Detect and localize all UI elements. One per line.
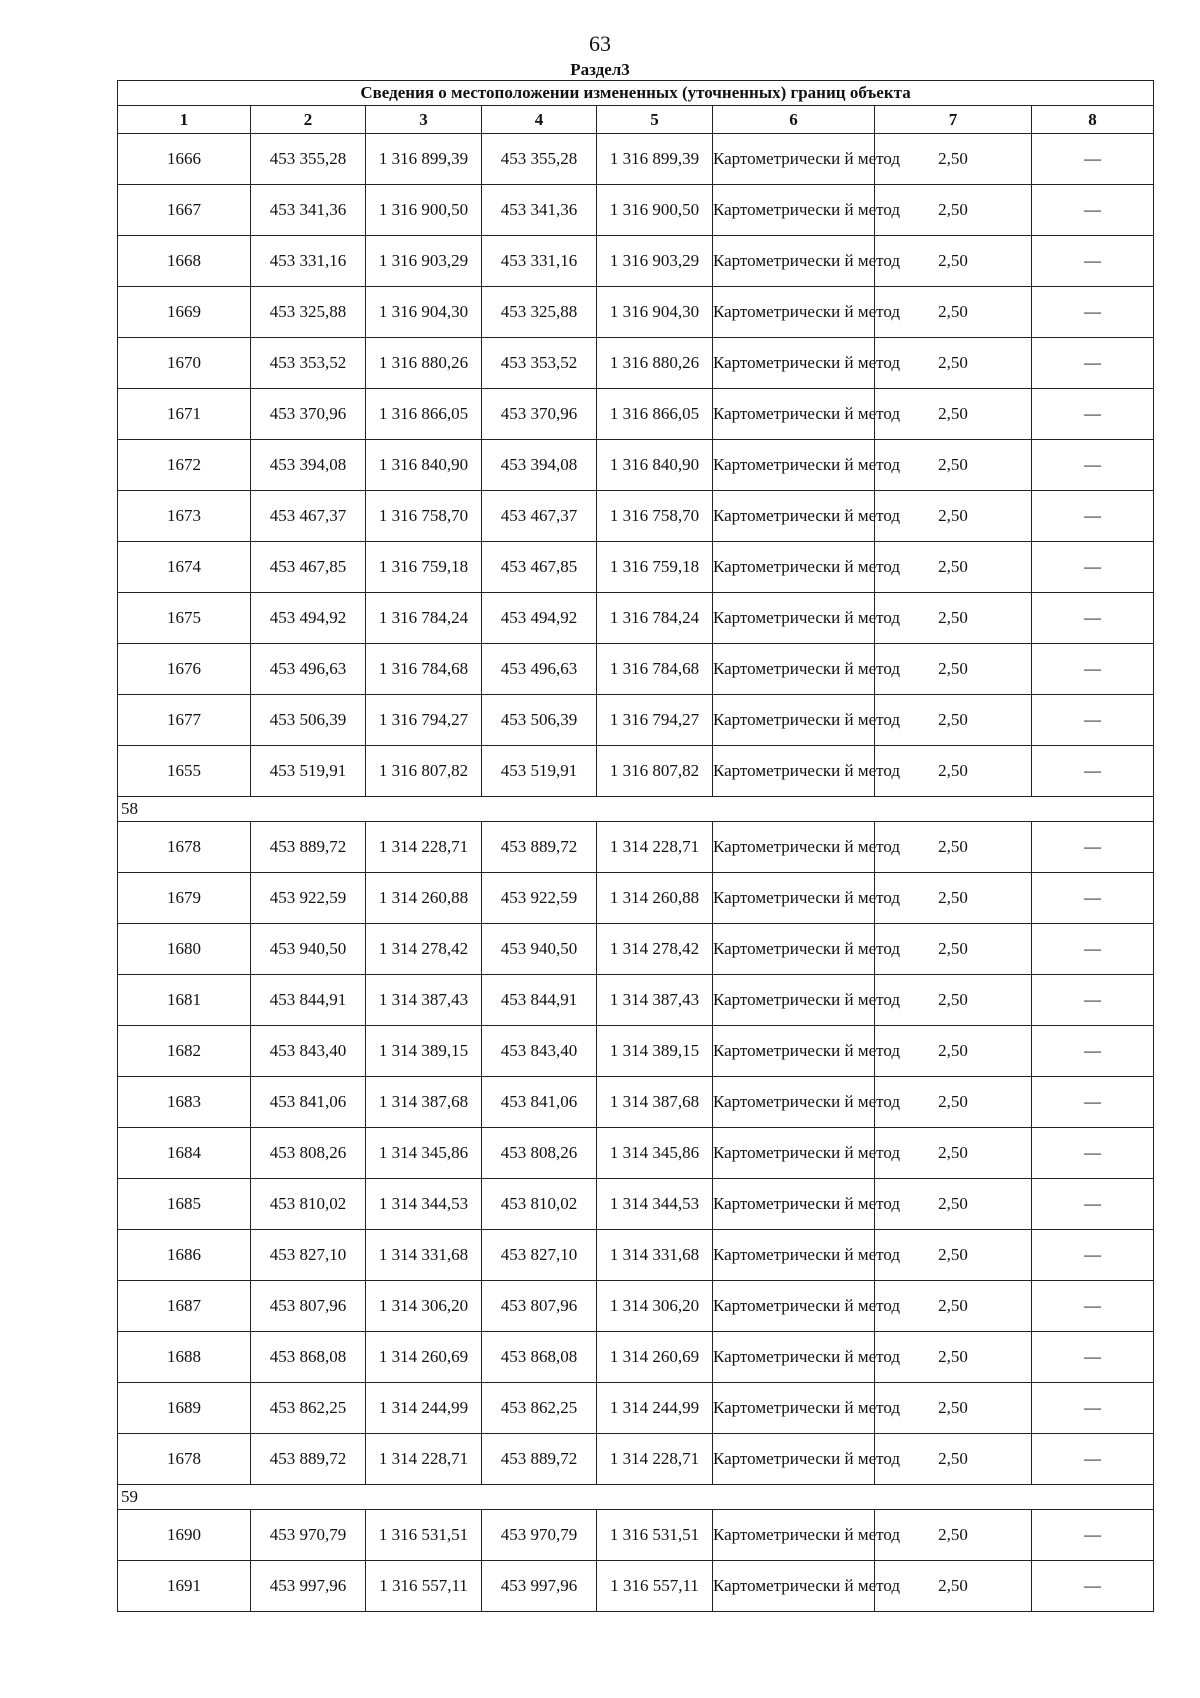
x-new-cell: 453 494,92: [482, 593, 597, 644]
table-row: [118, 644, 1154, 695]
point-number-cell: 1689: [118, 1383, 251, 1434]
description-cell: —: [1032, 1230, 1154, 1281]
y-old-cell: 1 316 557,11: [366, 1561, 482, 1612]
x-old-cell: 453 827,10: [251, 1230, 366, 1281]
y-old-cell: 1 316 784,68: [366, 644, 482, 695]
x-old-cell: 453 325,88: [251, 287, 366, 338]
method-cell: Картометрически й метод: [713, 746, 875, 797]
x-new-cell: 453 341,36: [482, 185, 597, 236]
section-title: Раздел3: [570, 60, 630, 79]
x-old-cell: 453 494,92: [251, 593, 366, 644]
method-cell: Картометрически й метод: [713, 644, 875, 695]
column-number: 5: [597, 106, 713, 134]
point-number-cell: 1690: [118, 1510, 251, 1561]
accuracy-cell: 2,50: [875, 1281, 1032, 1332]
x-old-cell: 453 467,85: [251, 542, 366, 593]
method-cell: Картометрически й метод: [713, 338, 875, 389]
x-old-cell: 453 394,08: [251, 440, 366, 491]
point-number-cell: 1677: [118, 695, 251, 746]
method-cell: Картометрически й метод: [713, 491, 875, 542]
y-old-cell: 1 314 344,53: [366, 1179, 482, 1230]
y-new-cell: 1 316 758,70: [597, 491, 713, 542]
x-new-cell: 453 467,85: [482, 542, 597, 593]
y-new-cell: 1 316 866,05: [597, 389, 713, 440]
description-cell: —: [1032, 1510, 1154, 1561]
description-cell: —: [1032, 822, 1154, 873]
table-body: [118, 134, 1154, 1612]
method-cell: Картометрически й метод: [713, 1230, 875, 1281]
y-new-cell: 1 316 794,27: [597, 695, 713, 746]
table-row: [118, 746, 1154, 797]
x-old-cell: 453 889,72: [251, 1434, 366, 1485]
y-new-cell: 1 314 344,53: [597, 1179, 713, 1230]
accuracy-cell: 2,50: [875, 822, 1032, 873]
y-new-cell: 1 314 387,43: [597, 975, 713, 1026]
y-new-cell: 1 314 278,42: [597, 924, 713, 975]
table-row: [118, 440, 1154, 491]
description-cell: —: [1032, 338, 1154, 389]
contour-group-row: [118, 1485, 1154, 1510]
table-row: [118, 491, 1154, 542]
y-old-cell: 1 316 899,39: [366, 134, 482, 185]
description-cell: —: [1032, 440, 1154, 491]
x-new-cell: 453 325,88: [482, 287, 597, 338]
x-new-cell: 453 841,06: [482, 1077, 597, 1128]
y-old-cell: 1 316 900,50: [366, 185, 482, 236]
accuracy-cell: 2,50: [875, 1128, 1032, 1179]
y-new-cell: 1 314 260,69: [597, 1332, 713, 1383]
method-cell: Картометрически й метод: [713, 1026, 875, 1077]
x-old-cell: 453 970,79: [251, 1510, 366, 1561]
description-cell: —: [1032, 542, 1154, 593]
method-cell: Картометрически й метод: [713, 924, 875, 975]
method-cell: Картометрически й метод: [713, 287, 875, 338]
x-new-cell: 453 519,91: [482, 746, 597, 797]
y-new-cell: 1 314 389,15: [597, 1026, 713, 1077]
description-cell: —: [1032, 134, 1154, 185]
method-cell: Картометрически й метод: [713, 1510, 875, 1561]
table-row: [118, 1281, 1154, 1332]
y-new-cell: 1 316 903,29: [597, 236, 713, 287]
x-new-cell: 453 922,59: [482, 873, 597, 924]
y-new-cell: 1 316 807,82: [597, 746, 713, 797]
description-cell: —: [1032, 1281, 1154, 1332]
table-row: [118, 1561, 1154, 1612]
table-row: [118, 338, 1154, 389]
point-number-cell: 1681: [118, 975, 251, 1026]
x-new-cell: 453 370,96: [482, 389, 597, 440]
y-new-cell: 1 314 387,68: [597, 1077, 713, 1128]
table-row: [118, 873, 1154, 924]
x-new-cell: 453 970,79: [482, 1510, 597, 1561]
description-cell: —: [1032, 746, 1154, 797]
table-row: [118, 924, 1154, 975]
description-cell: —: [1032, 1077, 1154, 1128]
y-new-cell: 1 314 228,71: [597, 822, 713, 873]
accuracy-cell: 2,50: [875, 440, 1032, 491]
description-cell: —: [1032, 1561, 1154, 1612]
accuracy-cell: 2,50: [875, 1561, 1032, 1612]
table-row: [118, 975, 1154, 1026]
y-old-cell: 1 316 904,30: [366, 287, 482, 338]
column-number: 6: [713, 106, 875, 134]
accuracy-cell: 2,50: [875, 185, 1032, 236]
method-cell: Картометрически й метод: [713, 1179, 875, 1230]
y-old-cell: 1 314 228,71: [366, 1434, 482, 1485]
y-new-cell: 1 314 306,20: [597, 1281, 713, 1332]
table-row: [118, 236, 1154, 287]
contour-number: 59: [118, 1485, 1154, 1510]
accuracy-cell: 2,50: [875, 1434, 1032, 1485]
column-number: 8: [1032, 106, 1154, 134]
x-old-cell: 453 868,08: [251, 1332, 366, 1383]
table-caption-row: [118, 81, 1154, 106]
method-cell: Картометрически й метод: [713, 134, 875, 185]
table-row: [118, 1510, 1154, 1561]
x-new-cell: 453 394,08: [482, 440, 597, 491]
y-new-cell: 1 316 900,50: [597, 185, 713, 236]
y-new-cell: 1 314 345,86: [597, 1128, 713, 1179]
y-old-cell: 1 314 244,99: [366, 1383, 482, 1434]
accuracy-cell: 2,50: [875, 1026, 1032, 1077]
method-cell: Картометрически й метод: [713, 542, 875, 593]
y-new-cell: 1 314 244,99: [597, 1383, 713, 1434]
description-cell: —: [1032, 1434, 1154, 1485]
accuracy-cell: 2,50: [875, 236, 1032, 287]
column-number: 4: [482, 106, 597, 134]
x-old-cell: 453 843,40: [251, 1026, 366, 1077]
x-new-cell: 453 844,91: [482, 975, 597, 1026]
x-old-cell: 453 808,26: [251, 1128, 366, 1179]
y-new-cell: 1 316 880,26: [597, 338, 713, 389]
y-new-cell: 1 316 784,68: [597, 644, 713, 695]
x-new-cell: 453 353,52: [482, 338, 597, 389]
accuracy-cell: 2,50: [875, 542, 1032, 593]
x-new-cell: 453 889,72: [482, 822, 597, 873]
table-row: [118, 1332, 1154, 1383]
description-cell: —: [1032, 1332, 1154, 1383]
point-number-cell: 1669: [118, 287, 251, 338]
table-row: [118, 822, 1154, 873]
accuracy-cell: 2,50: [875, 287, 1032, 338]
accuracy-cell: 2,50: [875, 491, 1032, 542]
table-row: [118, 1230, 1154, 1281]
point-number-cell: 1671: [118, 389, 251, 440]
description-cell: —: [1032, 491, 1154, 542]
point-number-cell: 1673: [118, 491, 251, 542]
description-cell: —: [1032, 924, 1154, 975]
column-number: 3: [366, 106, 482, 134]
y-new-cell: 1 314 260,88: [597, 873, 713, 924]
x-old-cell: 453 862,25: [251, 1383, 366, 1434]
accuracy-cell: 2,50: [875, 1179, 1032, 1230]
description-cell: —: [1032, 695, 1154, 746]
table-row: [118, 1077, 1154, 1128]
y-new-cell: 1 314 228,71: [597, 1434, 713, 1485]
y-old-cell: 1 314 345,86: [366, 1128, 482, 1179]
method-cell: Картометрически й метод: [713, 1128, 875, 1179]
point-number-cell: 1655: [118, 746, 251, 797]
accuracy-cell: 2,50: [875, 1383, 1032, 1434]
table-row: [118, 389, 1154, 440]
y-new-cell: 1 316 840,90: [597, 440, 713, 491]
x-old-cell: 453 467,37: [251, 491, 366, 542]
table-row: [118, 287, 1154, 338]
table-row: [118, 1128, 1154, 1179]
method-cell: Картометрически й метод: [713, 1281, 875, 1332]
x-old-cell: 453 841,06: [251, 1077, 366, 1128]
method-cell: Картометрически й метод: [713, 440, 875, 491]
point-number-cell: 1675: [118, 593, 251, 644]
x-new-cell: 453 827,10: [482, 1230, 597, 1281]
table-row: [118, 695, 1154, 746]
y-old-cell: 1 314 228,71: [366, 822, 482, 873]
description-cell: —: [1032, 1383, 1154, 1434]
x-new-cell: 453 843,40: [482, 1026, 597, 1077]
x-new-cell: 453 810,02: [482, 1179, 597, 1230]
x-old-cell: 453 997,96: [251, 1561, 366, 1612]
y-old-cell: 1 316 903,29: [366, 236, 482, 287]
method-cell: Картометрически й метод: [713, 873, 875, 924]
point-number-cell: 1666: [118, 134, 251, 185]
x-old-cell: 453 506,39: [251, 695, 366, 746]
x-old-cell: 453 331,16: [251, 236, 366, 287]
description-cell: —: [1032, 975, 1154, 1026]
x-new-cell: 453 506,39: [482, 695, 597, 746]
coordinates-table: [117, 80, 1154, 1612]
y-old-cell: 1 316 784,24: [366, 593, 482, 644]
accuracy-cell: 2,50: [875, 389, 1032, 440]
point-number-cell: 1678: [118, 1434, 251, 1485]
x-new-cell: 453 331,16: [482, 236, 597, 287]
y-old-cell: 1 316 758,70: [366, 491, 482, 542]
table-row: [118, 1026, 1154, 1077]
y-new-cell: 1 316 557,11: [597, 1561, 713, 1612]
point-number-cell: 1684: [118, 1128, 251, 1179]
contour-group-row: [118, 797, 1154, 822]
accuracy-cell: 2,50: [875, 593, 1032, 644]
description-cell: —: [1032, 389, 1154, 440]
table-row: [118, 1179, 1154, 1230]
x-old-cell: 453 889,72: [251, 822, 366, 873]
column-number-row: [118, 106, 1154, 134]
table-caption: Сведения о местоположении измененных (уточненных) границ объекта: [118, 81, 1154, 106]
x-old-cell: 453 496,63: [251, 644, 366, 695]
x-new-cell: 453 997,96: [482, 1561, 597, 1612]
y-old-cell: 1 316 880,26: [366, 338, 482, 389]
y-new-cell: 1 316 531,51: [597, 1510, 713, 1561]
accuracy-cell: 2,50: [875, 873, 1032, 924]
method-cell: Картометрически й метод: [713, 593, 875, 644]
description-cell: —: [1032, 1179, 1154, 1230]
point-number-cell: 1676: [118, 644, 251, 695]
x-new-cell: 453 355,28: [482, 134, 597, 185]
y-old-cell: 1 314 260,88: [366, 873, 482, 924]
y-new-cell: 1 316 784,24: [597, 593, 713, 644]
x-new-cell: 453 868,08: [482, 1332, 597, 1383]
x-old-cell: 453 807,96: [251, 1281, 366, 1332]
point-number-cell: 1674: [118, 542, 251, 593]
x-old-cell: 453 940,50: [251, 924, 366, 975]
accuracy-cell: 2,50: [875, 695, 1032, 746]
table-row: [118, 1434, 1154, 1485]
method-cell: Картометрически й метод: [713, 236, 875, 287]
accuracy-cell: 2,50: [875, 924, 1032, 975]
y-new-cell: 1 316 899,39: [597, 134, 713, 185]
x-old-cell: 453 370,96: [251, 389, 366, 440]
x-new-cell: 453 940,50: [482, 924, 597, 975]
accuracy-cell: 2,50: [875, 338, 1032, 389]
point-number-cell: 1680: [118, 924, 251, 975]
column-number: 7: [875, 106, 1032, 134]
point-number-cell: 1672: [118, 440, 251, 491]
y-old-cell: 1 314 306,20: [366, 1281, 482, 1332]
description-cell: —: [1032, 873, 1154, 924]
method-cell: Картометрически й метод: [713, 1561, 875, 1612]
page-number: 63: [589, 31, 611, 56]
x-old-cell: 453 353,52: [251, 338, 366, 389]
accuracy-cell: 2,50: [875, 975, 1032, 1026]
x-new-cell: 453 808,26: [482, 1128, 597, 1179]
y-old-cell: 1 316 807,82: [366, 746, 482, 797]
column-number: 2: [251, 106, 366, 134]
point-number-cell: 1687: [118, 1281, 251, 1332]
method-cell: Картометрически й метод: [713, 185, 875, 236]
point-number-cell: 1683: [118, 1077, 251, 1128]
table-row: [118, 542, 1154, 593]
y-old-cell: 1 316 840,90: [366, 440, 482, 491]
accuracy-cell: 2,50: [875, 1077, 1032, 1128]
description-cell: —: [1032, 236, 1154, 287]
x-old-cell: 453 844,91: [251, 975, 366, 1026]
y-old-cell: 1 314 389,15: [366, 1026, 482, 1077]
method-cell: Картометрически й метод: [713, 975, 875, 1026]
accuracy-cell: 2,50: [875, 1332, 1032, 1383]
y-old-cell: 1 316 866,05: [366, 389, 482, 440]
x-new-cell: 453 807,96: [482, 1281, 597, 1332]
method-cell: Картометрически й метод: [713, 822, 875, 873]
method-cell: Картометрически й метод: [713, 389, 875, 440]
point-number-cell: 1678: [118, 822, 251, 873]
point-number-cell: 1688: [118, 1332, 251, 1383]
x-new-cell: 453 862,25: [482, 1383, 597, 1434]
y-old-cell: 1 316 759,18: [366, 542, 482, 593]
description-cell: —: [1032, 644, 1154, 695]
table-row: [118, 593, 1154, 644]
table-row: [118, 134, 1154, 185]
y-new-cell: 1 316 904,30: [597, 287, 713, 338]
accuracy-cell: 2,50: [875, 134, 1032, 185]
description-cell: —: [1032, 1128, 1154, 1179]
point-number-cell: 1679: [118, 873, 251, 924]
accuracy-cell: 2,50: [875, 644, 1032, 695]
description-cell: —: [1032, 593, 1154, 644]
y-new-cell: 1 316 759,18: [597, 542, 713, 593]
y-old-cell: 1 314 331,68: [366, 1230, 482, 1281]
description-cell: —: [1032, 1026, 1154, 1077]
table-row: [118, 1383, 1154, 1434]
method-cell: Картометрически й метод: [713, 1383, 875, 1434]
point-number-cell: 1685: [118, 1179, 251, 1230]
y-old-cell: 1 316 794,27: [366, 695, 482, 746]
accuracy-cell: 2,50: [875, 1510, 1032, 1561]
y-old-cell: 1 314 387,68: [366, 1077, 482, 1128]
table-row: [118, 185, 1154, 236]
x-new-cell: 453 496,63: [482, 644, 597, 695]
method-cell: Картометрически й метод: [713, 1434, 875, 1485]
method-cell: Картометрически й метод: [713, 695, 875, 746]
y-old-cell: 1 314 278,42: [366, 924, 482, 975]
column-number: 1: [118, 106, 251, 134]
y-old-cell: 1 314 260,69: [366, 1332, 482, 1383]
x-old-cell: 453 519,91: [251, 746, 366, 797]
accuracy-cell: 2,50: [875, 746, 1032, 797]
point-number-cell: 1686: [118, 1230, 251, 1281]
point-number-cell: 1667: [118, 185, 251, 236]
accuracy-cell: 2,50: [875, 1230, 1032, 1281]
x-old-cell: 453 922,59: [251, 873, 366, 924]
y-old-cell: 1 316 531,51: [366, 1510, 482, 1561]
point-number-cell: 1691: [118, 1561, 251, 1612]
point-number-cell: 1668: [118, 236, 251, 287]
x-old-cell: 453 810,02: [251, 1179, 366, 1230]
x-old-cell: 453 341,36: [251, 185, 366, 236]
x-new-cell: 453 467,37: [482, 491, 597, 542]
x-new-cell: 453 889,72: [482, 1434, 597, 1485]
y-new-cell: 1 314 331,68: [597, 1230, 713, 1281]
method-cell: Картометрически й метод: [713, 1332, 875, 1383]
method-cell: Картометрически й метод: [713, 1077, 875, 1128]
point-number-cell: 1682: [118, 1026, 251, 1077]
description-cell: —: [1032, 185, 1154, 236]
x-old-cell: 453 355,28: [251, 134, 366, 185]
point-number-cell: 1670: [118, 338, 251, 389]
description-cell: —: [1032, 287, 1154, 338]
y-old-cell: 1 314 387,43: [366, 975, 482, 1026]
contour-number: 58: [118, 797, 1154, 822]
